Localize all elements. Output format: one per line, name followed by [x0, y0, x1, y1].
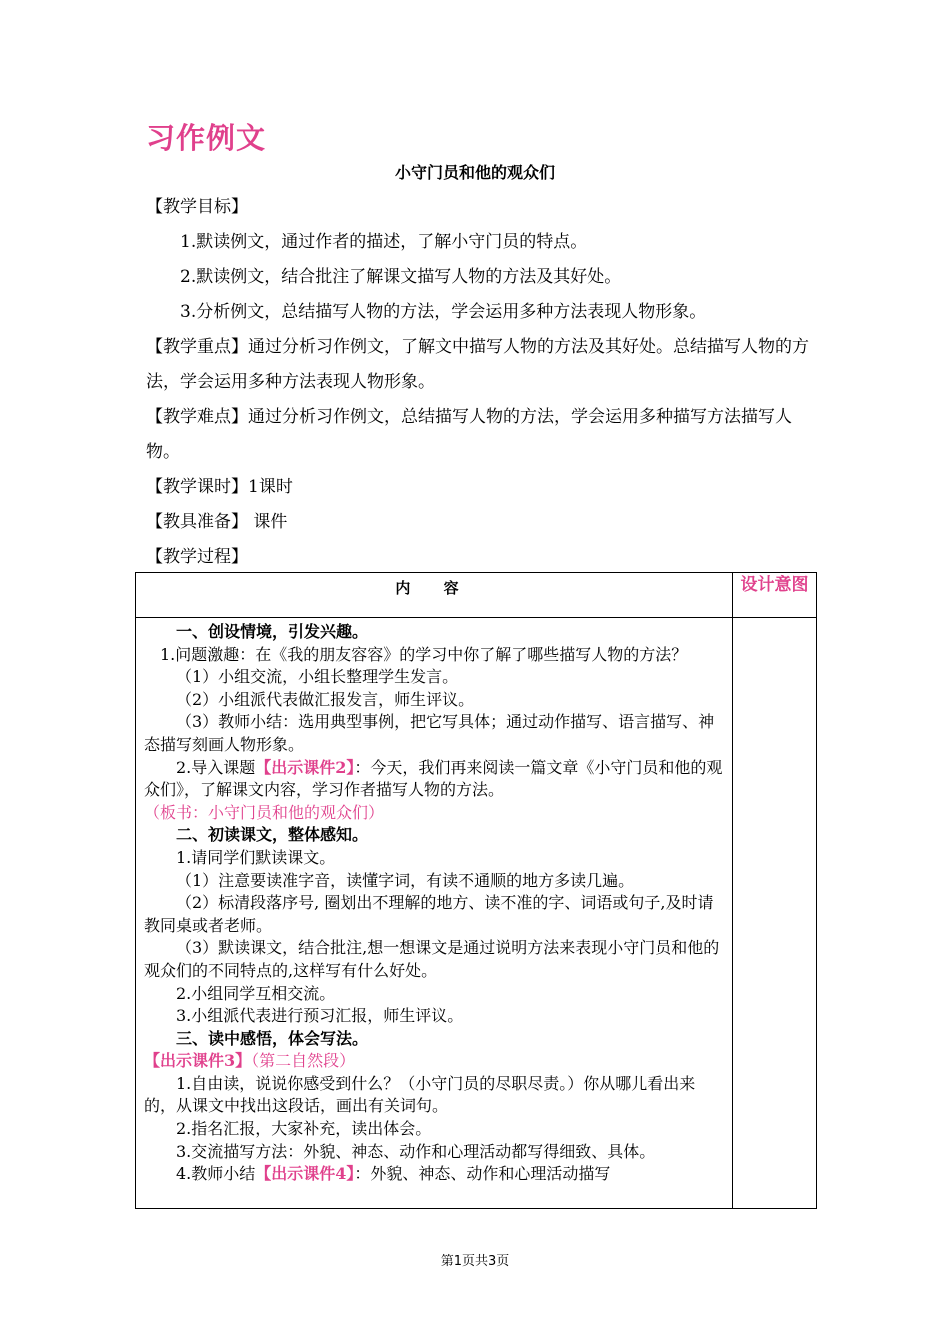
page-footer: 第1页共3页: [440, 1254, 510, 1269]
list-item: 1.问题激趣：在《我的朋友容容》的学习中你了解了哪些描写人物的方法？: [160, 644, 688, 664]
courseware-line: 【出示课件3】（第二自然段）: [144, 1051, 356, 1071]
list-item: （2）标清段落序号, 圈划出不理解的地方、读不准的字、词语或句子,及时请教同桌或者老师。: [144, 893, 714, 935]
courseware-tag: 【出示课件2】: [255, 757, 355, 777]
board-note: （板书：小守门员和他的观众们）: [144, 802, 385, 822]
design-cell: [733, 618, 817, 1209]
list-item: （2）小组派代表做汇报发言，师生评议。: [176, 689, 475, 709]
goal-item: 3.分析例文，总结描写人物的方法，学会运用多种方法表现人物形象。: [180, 302, 707, 322]
goal-item: 2.默读例文，结合批注了解课文描写人物的方法及其好处。: [180, 267, 622, 287]
content-cell: [136, 618, 733, 1209]
list-item: 3.小组派代表进行预习汇报，师生评议。: [176, 1006, 464, 1026]
content-column-header: 内 容: [136, 573, 733, 618]
list-item: 1.请同学们默读课文。: [176, 847, 336, 867]
list-item: （1）小组交流，小组长整理学生发言。: [176, 667, 459, 687]
step-2-heading: 二、初读课文，整体感知。: [176, 825, 369, 845]
lesson-process-table: [135, 572, 817, 1209]
goals-header: 【教学目标】: [146, 197, 248, 217]
step-1-heading: 一、创设情境，引发兴趣。: [176, 622, 369, 641]
design-column-header: 设计意图: [733, 573, 817, 618]
list-item: 3.交流描写方法：外貌、神态、动作和心理活动都写得细致、具体。: [176, 1141, 656, 1161]
key-points: 【教学重点】通过分析习作例文，了解文中描写人物的方法及其好处。总结描写人物的方法，学会运用多种方法表现人物形象。: [146, 337, 809, 392]
list-item: （3）教师小结：选用典型事例，把它写具体；通过动作描写、语言描写、神态描写刻画人物形象。: [144, 712, 715, 754]
step-3-heading: 三、读中感悟，体会写法。: [176, 1028, 369, 1048]
goal-item: 1.默读例文，通过作者的描述，了解小守门员的特点。: [180, 232, 588, 252]
list-item: 2.导入课题【出示课件2】：今天，我们再来阅读一篇文章《小守门员和他的观众们》，了解课文内容，学习作者描写人物的方法。: [144, 757, 723, 800]
section-title: 习作例文: [146, 121, 267, 155]
difficulties: 【教学难点】通过分析习作例文，总结描写人物的方法，学会运用多种描写方法描写人物。: [146, 407, 792, 462]
courseware-tag: 【出示课件4】: [255, 1164, 355, 1184]
lesson-plan-header: [146, 190, 810, 575]
list-item: 2.小组同学互相交流。: [176, 983, 336, 1003]
list-item: 2.指名汇报，大家补充，读出体会。: [176, 1119, 432, 1139]
document-title: 小守门员和他的观众们: [394, 163, 555, 182]
courseware-tag: 【出示课件3】: [144, 1051, 252, 1071]
list-item: 4.教师小结【出示课件4】：外貌、神态、动作和心理活动描写: [176, 1164, 611, 1184]
list-item: 1.自由读，说说你感受到什么？（小守门员的尽职尽责。）你从哪儿看出来的，从课文中找出这段话，画出有关词句。: [144, 1073, 696, 1116]
list-item: （3）默读课文，结合批注,想一想课文是通过说明方法来表现小守门员和他的观众们的不同特点的,这样写有什么好处。: [144, 938, 720, 980]
class-hours: 【教学课时】1课时: [146, 477, 293, 497]
list-item: （1）注意要读准字音，读懂字词，有读不通顺的地方多读几遍。: [176, 870, 635, 890]
process-header: 【教学过程】: [146, 547, 248, 567]
materials: 【教具准备】 课件: [146, 512, 288, 532]
